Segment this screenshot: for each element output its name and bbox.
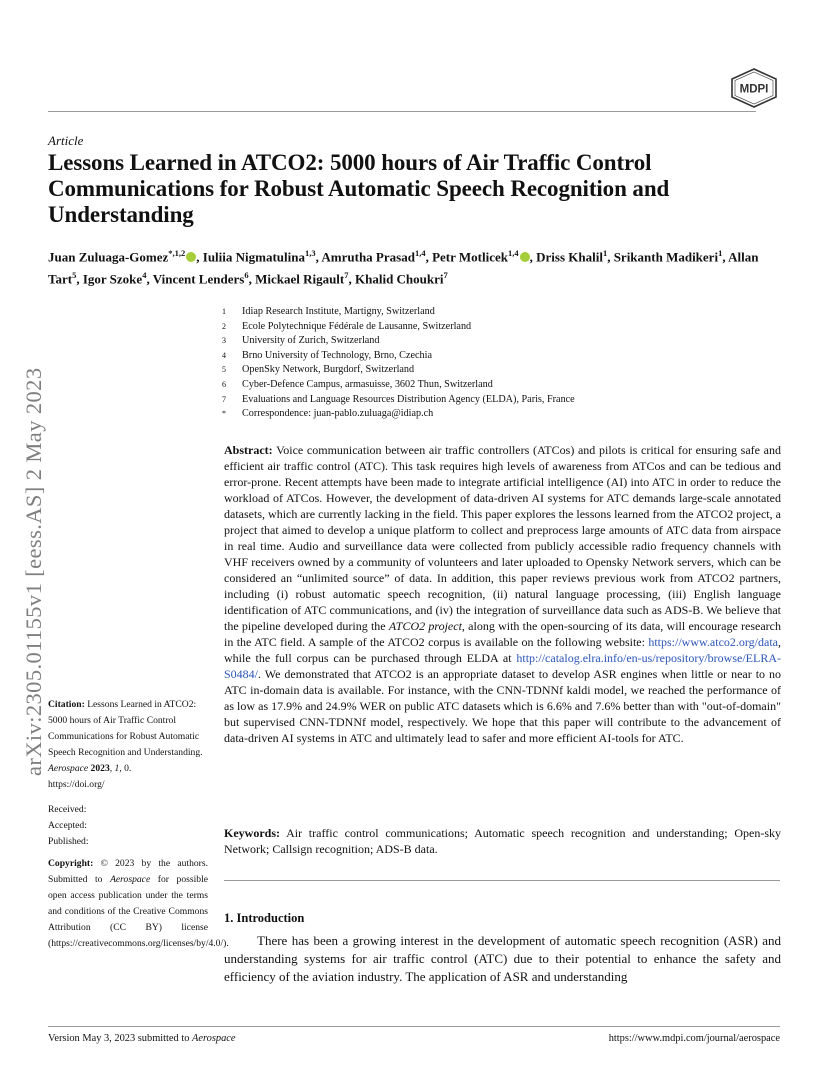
abstract (224, 442, 781, 746)
abstract-italic: ATCO2 project (388, 619, 462, 633)
copyright-text-1: © 2023 by the authors. Submitted to (48, 858, 208, 885)
author-affiliation-marker: 1,4 (414, 248, 426, 258)
affiliation-text: Evaluations and Language Resources Distribution Agency (ELDA), Paris, France (242, 393, 575, 405)
affiliation-text: Cyber-Defence Campus, armasuisse, 3602 Thun, Switzerland (242, 378, 493, 390)
abstract-text-2: , along with the open-sourcing of its data, will encourage research in the ATC field. A sample of the ATCO2 corpus is available on the following website: (224, 619, 781, 649)
affiliation-number: 1 (222, 307, 226, 316)
keywords-text: Air traffic control communications; Automatic speech recognition and understanding; Open-sky Network; Callsign recognition; ADS-B data. (224, 826, 781, 856)
affiliation-number: 7 (222, 394, 226, 404)
affiliation-number: 3 (222, 336, 226, 346)
citation-year: 2023 (90, 763, 110, 774)
affiliation-number: 6 (222, 379, 226, 389)
citation-volume: 1 (114, 763, 120, 774)
publication-dates (48, 802, 208, 850)
affiliation-number: * (222, 409, 226, 419)
author-name: Driss Khalil (536, 249, 603, 265)
keywords (224, 825, 781, 857)
introduction-text: There has been a growing interest in the development of automatic speech recognition (ASR) and understanding systems for air traffic control (ATC) due to their potential to enhance the safety and efficiency of the aviation industry. The application of ASR and understanding (224, 933, 781, 984)
author-affiliation-marker: 7 (344, 270, 349, 281)
affiliation-row (222, 320, 575, 335)
author-name: Vincent Lenders (152, 271, 245, 287)
author-affiliation-marker: *,1,2 (168, 248, 186, 258)
article-type: Article (48, 133, 84, 148)
paper-title: Lessons Learned in ATCO2: 5000 hours of Air Traffic Control Communications for Robust Automatic Speech Recognition and Understanding (48, 150, 670, 227)
affiliation-text: University of Zurich, Switzerland (242, 335, 380, 347)
author-affiliation-marker: 1,3 (304, 248, 316, 258)
affiliation-row (222, 378, 575, 393)
copyright-text-2: for possible open access publication under the terms and conditions of the Creative Commons Attribution (CC BY) license (https://creativecommons.org/licenses/by/4.0/). (48, 874, 229, 949)
affiliation-text: OpenSky Network, Burgdorf, Switzerland (242, 364, 415, 376)
author-list: Juan Zuluaga-Gomez$^{*,1,2}$ , Iuliia Nigmatulina$^{1,3}$, Amrutha Prasad$^{1,4}$, Petr Motlicek$^{1,4}$ , Driss Khalil$^1$, Srikanth Madikeri$^1$, Allan Tart$^5$, Igor Szoke$^4$, Vincent Lenders$^6$, Mickael Rigault$^7$, Khalid Choukri$^7$ (48, 248, 759, 287)
copyright-notice (48, 856, 229, 952)
svg-text:MDPI: MDPI (739, 83, 769, 96)
affiliation-text: Correspondence: juan-pablo.zuluaga@idiap.ch (242, 408, 434, 420)
author-name: Srikanth Madikeri (613, 249, 719, 265)
citation-journal: Aerospace (48, 763, 89, 774)
citation-doi[interactable]: https://doi.org/ (48, 779, 105, 790)
affiliation-text: Ecole Polytechnique Fédérale de Lausanne, Switzerland (242, 320, 472, 332)
affiliation-row (222, 393, 575, 408)
arxiv-stamp: arXiv:2305.01155v1 [eess.AS] 2 May 2023 (21, 367, 46, 776)
section-heading-introduction: 1. Introduction (224, 911, 305, 925)
footer-journal: Aerospace (192, 1033, 236, 1044)
citation-box: Citation: Lessons Learned in ATCO2: 5000 hours of Air Traffic Control Communications for Robust Automatic Speech Recognition and Understanding. Aerospace 2023, 1, 0. https://doi.org/ (48, 699, 203, 790)
author-name: Khalid Choukri (355, 271, 444, 287)
affiliation-text: Brno University of Technology, Brno, Czechia (242, 349, 432, 361)
atco2-data-link[interactable]: https://www.atco2.org/data (648, 635, 778, 649)
affiliation-row (222, 349, 575, 364)
author-affiliation-marker: 1 (718, 248, 723, 258)
author-name: Igor Szoke (82, 271, 143, 287)
abstract-text-4: . We demonstrated that ATCO2 is an appropriate dataset to develop ASR engines when little or near to no ATC in-domain data is available. For instance, with the CNN-TDNNf kaldi model, we reached the performance of as low as 17.9% and 24.9% WER on public ATC datasets which is 6.6% and 7.6% better than with "out-of-domain" but supervised CNN-TDNNf model, respectively. We hope that this paper will contribute to the advancement of data-driven AI systems in ATC and ultimately lead to safer and more efficient AI-tools for ATC. (224, 667, 781, 745)
author-affiliation-marker: 1 (602, 248, 608, 258)
abstract-text-3: , while the full corpus can be purchased through ELDA at (224, 635, 781, 665)
orcid-icon[interactable] (520, 252, 530, 262)
affiliation-number: 4 (222, 350, 226, 360)
footer-rule (48, 1026, 780, 1027)
abstract-text-1: Voice communication between air traffic controllers (ATCos) and pilots is critical for ensuring safe and efficient air traffic control (ATC). This task requires high levels of awareness from ATCos and can be tedious and error-prone. Recent attempts have been made to integrate artificial intelligence (AI) into ATC in order to reduce the workload of ATCos. However, the development of data-driven AI systems for ATC demands large-scale annotated datasets, which are currently lacking in the field. This paper explores the lessons learned from the ATCO2 project, a project that aimed to develop a unique platform to collect and preprocess large amounts of ATC data from airspace in real time. Audio and surveillance data were collected from publicly accessible radio frequency channels with VHF receivers owned by a community of volunteers and later uploaded to Opensky Network servers, which can be considered an “unlimited source” of data. In addition, this paper reviews previous work from ATCO2 partners, including (i) robust automatic speech recognition, (ii) natural language processing, (iii) English language identification of ATC communications, and (iv) the integration of surveillance data such as ADS-B. We believe that the pipeline developed during the (224, 443, 781, 633)
footer-version (48, 1033, 236, 1044)
author-name: Iuliia Nigmatulina (202, 249, 305, 265)
affiliation-text: Idiap Research Institute, Martigny, Switzerland (242, 306, 435, 317)
section-divider (224, 880, 780, 881)
header-rule (48, 111, 756, 112)
affiliation-row (222, 407, 575, 422)
copyright-label: Copyright: (48, 858, 94, 869)
keywords-label: Keywords: (224, 826, 280, 840)
citation-text: Lessons Learned in ATCO2: 5000 hours of Air Traffic Control Communications for Robust Automatic Speech Recognition and Understanding. (48, 699, 203, 758)
received-date: Received: (48, 804, 87, 815)
accepted-date: Accepted: (48, 820, 87, 831)
affiliations (222, 305, 575, 422)
orcid-icon[interactable] (186, 252, 196, 262)
copyright-journal: Aerospace (110, 874, 151, 885)
affiliation-number: 5 (222, 365, 226, 375)
published-date: Published: (48, 836, 89, 847)
affiliation-row (222, 363, 575, 378)
author-name: Petr Motlicek (432, 249, 508, 265)
author-affiliation-marker: 1,4 (507, 248, 519, 258)
author-affiliation-marker: 6 (244, 270, 249, 281)
author-affiliation-marker: 7 (443, 270, 448, 281)
affiliation-row (222, 334, 575, 349)
author-name: Juan Zuluaga-Gomez (48, 249, 169, 265)
elda-catalog-link[interactable]: http://catalog.elra.info/en-us/repository/browse/ELRA-S0484/ (224, 651, 781, 681)
footer-journal-url[interactable]: https://www.mdpi.com/journal/aerospace (608, 1033, 780, 1044)
author-name: Allan Tart (48, 249, 759, 287)
affiliation-number: 2 (222, 321, 226, 331)
author-name: Mickael Rigault (255, 271, 345, 287)
mdpi-logo (729, 68, 779, 108)
citation-pages: , 0. (119, 763, 132, 774)
author-affiliation-marker: 5 (72, 270, 77, 281)
abstract-label: Abstract: (224, 443, 273, 457)
affiliation-row (222, 305, 575, 320)
author-name: Amrutha Prasad (321, 249, 415, 265)
citation-label: Citation: (48, 699, 85, 710)
footer-version-text: Version May 3, 2023 submitted to (48, 1033, 193, 1044)
author-affiliation-marker: 4 (142, 270, 147, 281)
